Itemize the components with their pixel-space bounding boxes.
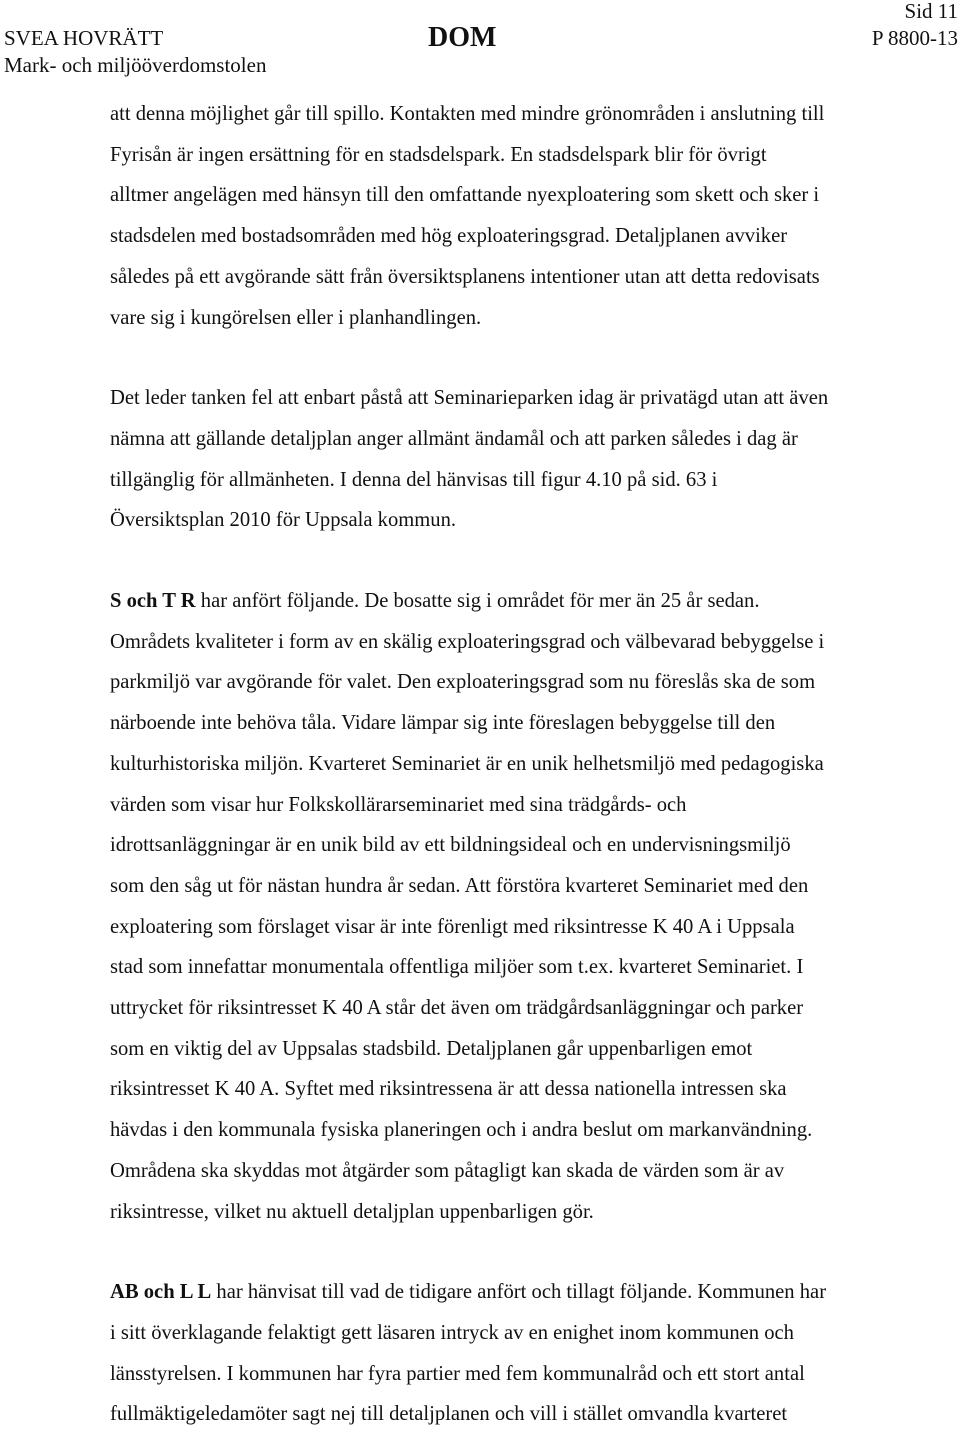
document-body <box>110 94 940 1435</box>
paragraph-4-text: har hänvisat till vad de tidigare anfört och tillagt följande. Kommunen har i sitt överklagande felaktigt gett läsaren intryck av en enighet inom kommunen och länsstyrelsen. I kommunen har fyra partier med fem kommunalråd och ett stort antal fullmäktigeledamöter sagt nej till detaljplanen och vill i stället omvandla kvarteret <box>110 1281 827 1426</box>
party-names: AB och L L <box>110 1281 212 1304</box>
case-number: P 8800-13 <box>871 26 958 50</box>
document-type: DOM <box>428 22 497 53</box>
paragraph-4 <box>110 1272 940 1435</box>
paragraph-1: att denna möjlighet går till spillo. Kontakten med mindre grönområden i anslutning till Fyrisån är ingen ersättning för en stadsdelspark. En stadsdelspark blir för övrigt alltmer angelägen med hänsyn till den omfattande nyexploatering som skett och sker i stadsdelen med bostadsområden med hög exploateringsgrad. Detaljplanen avviker således på ett avgörande sätt från översiktsplanens intentioner utan att detta redovisats vare sig i kungörelsen eller i planhandlingen. <box>110 103 825 329</box>
page-number: Sid 11 <box>904 0 958 23</box>
paragraph-3-text: har anfört följande. De bosatte sig i området för mer än 25 år sedan. Områdets kvaliteter i form av en skälig exploateringsgrad och välbevarad bebyggelse i parkmiljö var avgörande för valet. Den exploateringsgrad som nu föreslås ska de som närboende inte behöva tåla. Vidare lämpar sig inte föreslagen bebyggelse till den kulturhistoriska miljön. Kvarteret Seminariet är en unik helhetsmiljö med pedagogiska värden som visar hur Folkskollärarseminariet med sina trädgårds- och idrottsanläggningar är en unik bild av ett bildningsideal och en undervisningsmiljö som den såg ut för nästan hundra år sedan. Att förstöra kvarteret Seminariet med den exploatering som förslaget visar är inte förenligt med riksintresse K 40 A i Uppsala stad som innefattar monumentala offentliga miljöer som t.ex. kvarteret Seminariet. I uttrycket för riksintresset K 40 A står det även om trädgårdsanläggningar och parker som en viktig del av Uppsalas stadsbild. Detaljplanen går uppenbarligen emot riksintresset K 40 A. Syftet med riksintressena är att dessa nationella intressen ska hävdas i den kommunala fysiska planeringen och i andra beslut om markanvändning. Områdena ska skyddas mot åtgärder som påtagligt kan skada de värden som är av riksintresse, vilket nu aktuell detaljplan uppenbarligen gör. <box>110 590 825 1223</box>
paragraph-2: Det leder tanken fel att enbart påstå att Seminarieparken idag är privatägd utan att även nämna att gällande detaljplan anger allmänt ändamål och att parken således i dag är tillgänglig för allmänheten. I denna del hänvisas till figur 4.10 på sid. 63 i Översiktsplan 2010 för Uppsala kommun. <box>110 387 829 532</box>
paragraph-3 <box>110 581 940 1232</box>
court-name: SVEA HOVRÄTT <box>4 26 164 50</box>
court-subtitle: Mark- och miljööverdomstolen <box>4 53 267 77</box>
party-names: S och T R <box>110 590 196 613</box>
